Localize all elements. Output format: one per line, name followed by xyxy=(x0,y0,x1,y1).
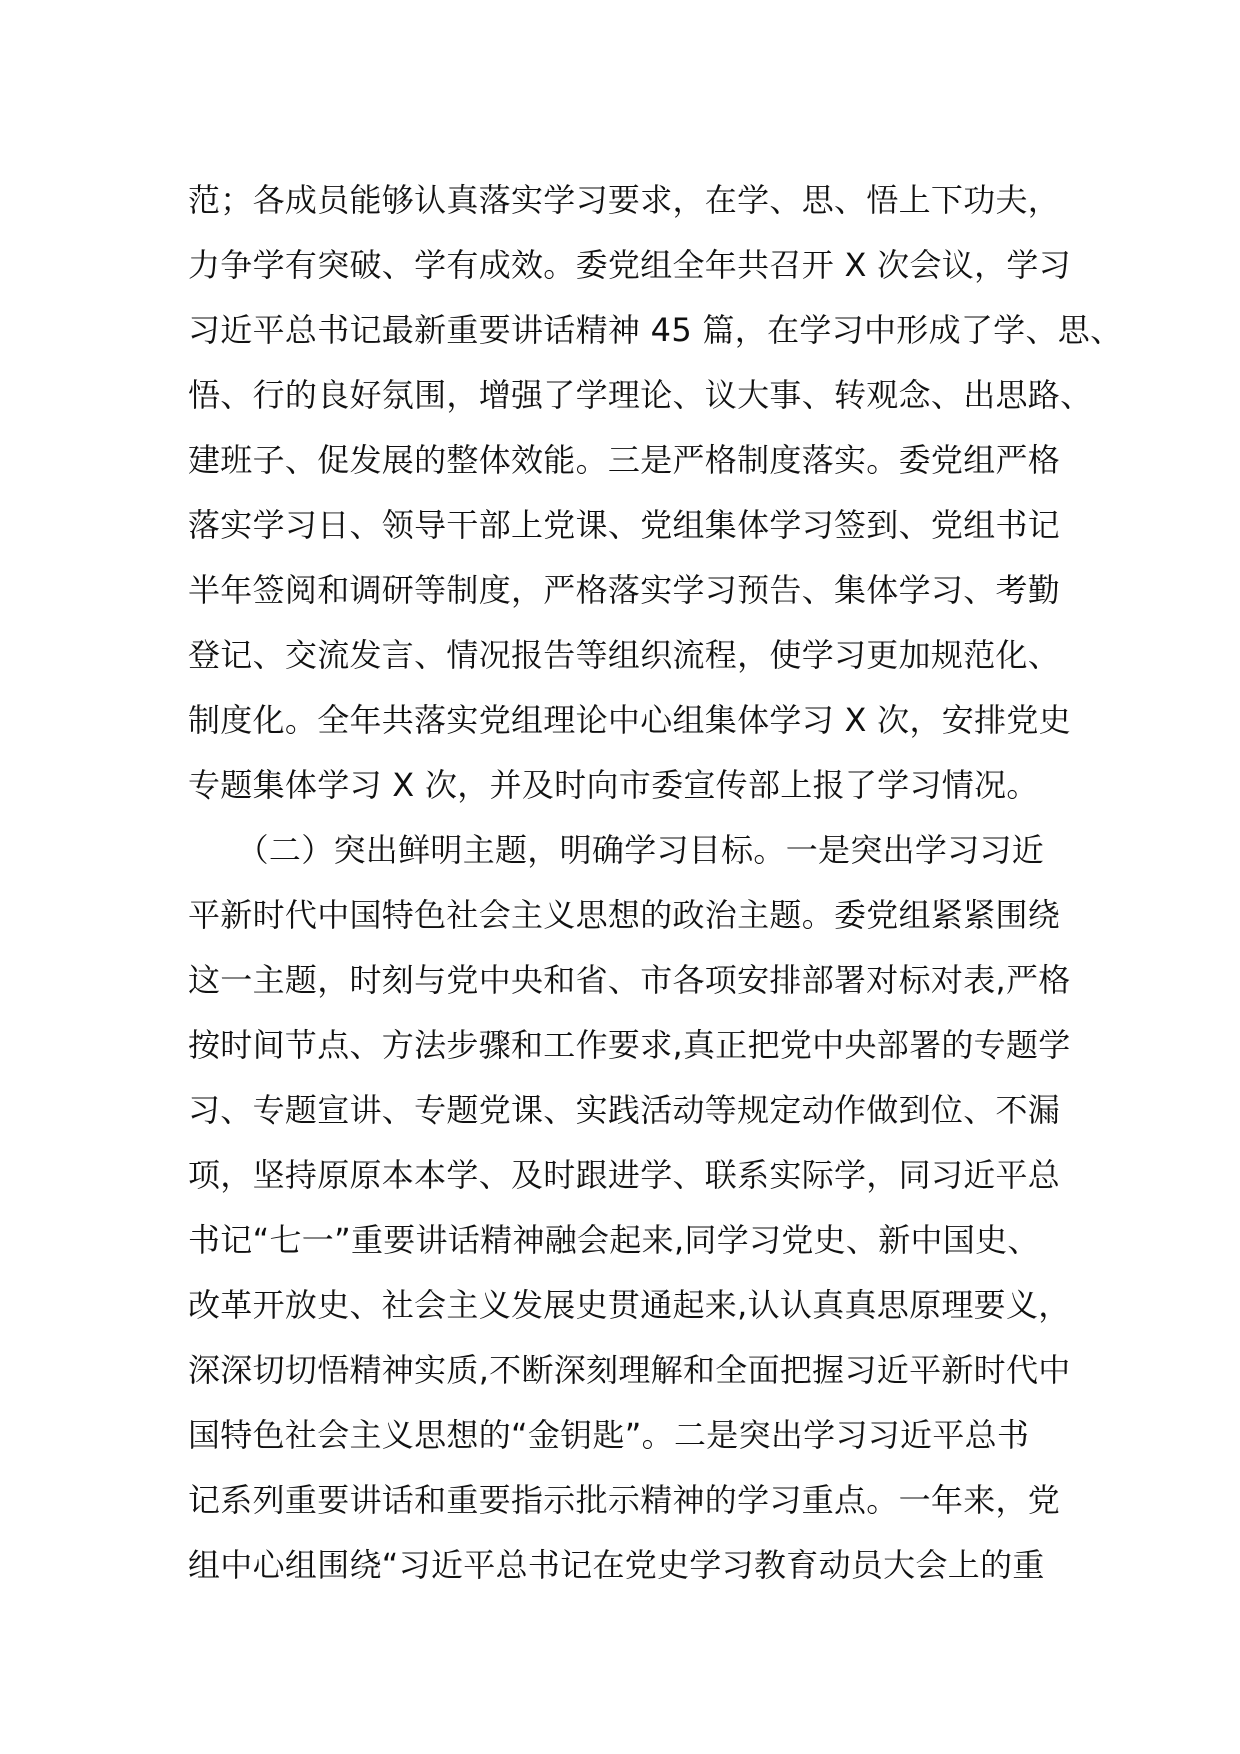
text-line: 改革开放史、社会主义发展史贯通起来,认认真真思原理要义， xyxy=(188,1286,1071,1324)
text-line: 书记“七一”重要讲话精神融会起来,同学习党史、新中国史、 xyxy=(188,1221,1040,1259)
text-line: 这一主题，时刻与党中央和省、市各项安排部署对标对表,严格 xyxy=(188,961,1071,999)
text-line: 记系列重要讲话和重要指示批示精神的学习重点。一年来，党 xyxy=(188,1481,1061,1519)
text-line: 范；各成员能够认真落实学习要求，在学、思、悟上下功夫， xyxy=(188,181,1061,219)
body-text xyxy=(188,168,1123,1598)
text-line: 项，坚持原原本本学、及时跟进学、联系实际学，同习近平总 xyxy=(188,1156,1061,1194)
text-line: 落实学习日、领导干部上党课、党组集体学习签到、党组书记 xyxy=(188,506,1061,544)
text-line: 半年签阅和调研等制度，严格落实学习预告、集体学习、考勤 xyxy=(188,571,1061,609)
text-line: 组中心组围绕“习近平总书记在党史学习教育动员大会上的重 xyxy=(188,1546,1045,1584)
text-line: 国特色社会主义思想的“金钥匙”。二是突出学习习近平总书 xyxy=(188,1416,1030,1454)
text-line: 登记、交流发言、情况报告等组织流程，使学习更加规范化、 xyxy=(188,636,1061,674)
section-heading-line: （二）突出鲜明主题，明确学习目标。一是突出学习习近 xyxy=(188,831,1045,869)
text-line: 按时间节点、方法步骤和工作要求,真正把党中央部署的专题学 xyxy=(188,1026,1071,1064)
text-line: 习近平总书记最新重要讲话精神 45 篇，在学习中形成了学、思、 xyxy=(188,311,1123,349)
text-line: 建班子、促发展的整体效能。三是严格制度落实。委党组严格 xyxy=(188,441,1061,479)
text-line: 专题集体学习 X 次，并及时向市委宣传部上报了学习情况。 xyxy=(188,766,1039,804)
text-line: 制度化。全年共落实党组理论中心组集体学习 X 次，安排党史 xyxy=(188,701,1071,739)
text-line: 悟、行的良好氛围，增强了学理论、议大事、转观念、出思路、 xyxy=(188,376,1093,414)
text-line: 力争学有突破、学有成效。委党组全年共召开 X 次会议，学习 xyxy=(188,246,1071,284)
text-line: 深深切切悟精神实质,不断深刻理解和全面把握习近平新时代中 xyxy=(188,1351,1071,1389)
text-line: 习、专题宣讲、专题党课、实践活动等规定动作做到位、不漏 xyxy=(188,1091,1061,1129)
text-line: 平新时代中国特色社会主义思想的政治主题。委党组紧紧围绕 xyxy=(188,896,1061,934)
